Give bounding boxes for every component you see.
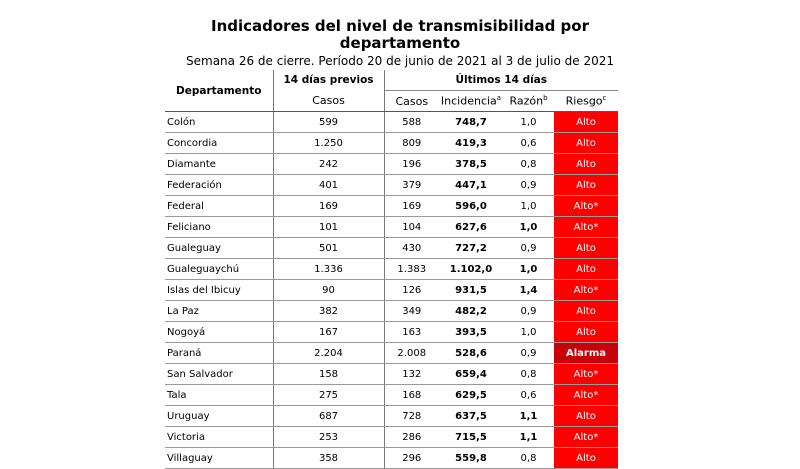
cell-riesgo: Alto* <box>554 217 618 238</box>
header-incidencia-label: Incidencia <box>440 94 497 108</box>
cell-casos: 430 <box>384 238 439 259</box>
table-row <box>165 322 618 343</box>
cell-riesgo: Alto <box>554 238 618 259</box>
cell-casos: 286 <box>384 427 439 448</box>
cell-casos-previos: 1.336 <box>273 259 384 280</box>
cell-incidencia: 637,5 <box>439 406 503 427</box>
cell-departamento: Diamante <box>165 154 273 175</box>
cell-riesgo: Alto* <box>554 280 618 301</box>
table-body <box>165 112 618 469</box>
cell-casos-previos: 382 <box>273 301 384 322</box>
header-casos-previos: Casos <box>273 91 384 112</box>
cell-departamento: Villaguay <box>165 448 273 469</box>
cell-departamento: San Salvador <box>165 364 273 385</box>
cell-razon: 1,0 <box>503 112 554 133</box>
table-row <box>165 259 618 280</box>
cell-casos: 809 <box>384 133 439 154</box>
table-row <box>165 133 618 154</box>
cell-departamento: Federal <box>165 196 273 217</box>
cell-casos-previos: 253 <box>273 427 384 448</box>
cell-incidencia: 629,5 <box>439 385 503 406</box>
table-row <box>165 112 618 133</box>
title-line-2: departamento <box>339 34 461 52</box>
cell-razon: 1,0 <box>503 196 554 217</box>
cell-departamento: Colón <box>165 112 273 133</box>
table-row <box>165 280 618 301</box>
header-previos: 14 días previos <box>273 70 384 91</box>
table-row <box>165 196 618 217</box>
cell-casos-previos: 599 <box>273 112 384 133</box>
header-ultimos: Últimos 14 días <box>384 70 618 91</box>
cell-departamento: Concordia <box>165 133 273 154</box>
cell-casos: 296 <box>384 448 439 469</box>
header-razon-note: b <box>543 94 548 103</box>
header-casos: Casos <box>384 91 439 112</box>
cell-razon: 0,8 <box>503 364 554 385</box>
cell-departamento: La Paz <box>165 301 273 322</box>
cell-razon: 0,9 <box>503 175 554 196</box>
cell-incidencia: 715,5 <box>439 427 503 448</box>
cell-incidencia: 393,5 <box>439 322 503 343</box>
table-row <box>165 154 618 175</box>
table-row <box>165 427 618 448</box>
cell-casos: 588 <box>384 112 439 133</box>
cell-departamento: Paraná <box>165 343 273 364</box>
cell-departamento: Feliciano <box>165 217 273 238</box>
cell-razon: 1,0 <box>503 322 554 343</box>
table-row <box>165 301 618 322</box>
cell-razon: 0,9 <box>503 301 554 322</box>
cell-departamento: Nogoyá <box>165 322 273 343</box>
cell-casos-previos: 2.204 <box>273 343 384 364</box>
table-row <box>165 175 618 196</box>
cell-razon: 1,1 <box>503 427 554 448</box>
cell-incidencia: 596,0 <box>439 196 503 217</box>
cell-riesgo: Alto* <box>554 364 618 385</box>
cell-incidencia: 727,2 <box>439 238 503 259</box>
cell-casos-previos: 358 <box>273 448 384 469</box>
header-incidencia-note: a <box>496 94 502 103</box>
cell-riesgo: Alto <box>554 406 618 427</box>
cell-razon: 0,6 <box>503 385 554 406</box>
cell-riesgo: Alto* <box>554 427 618 448</box>
cell-casos-previos: 687 <box>273 406 384 427</box>
cell-casos: 132 <box>384 364 439 385</box>
cell-casos-previos: 169 <box>273 196 384 217</box>
table-row <box>165 385 618 406</box>
cell-razon: 1,0 <box>503 259 554 280</box>
cell-incidencia: 378,5 <box>439 154 503 175</box>
header-riesgo <box>554 91 618 112</box>
cell-casos: 163 <box>384 322 439 343</box>
header-riesgo-label: Riesgo <box>565 94 603 108</box>
cell-razon: 1,1 <box>503 406 554 427</box>
cell-razon: 0,9 <box>503 238 554 259</box>
header-departamento: Departamento <box>165 70 273 112</box>
cell-incidencia: 748,7 <box>439 112 503 133</box>
cell-incidencia: 931,5 <box>439 280 503 301</box>
cell-casos-previos: 158 <box>273 364 384 385</box>
cell-departamento: Tala <box>165 385 273 406</box>
cell-incidencia: 627,6 <box>439 217 503 238</box>
cell-departamento: Gualeguay <box>165 238 273 259</box>
cell-riesgo: Alto* <box>554 385 618 406</box>
cell-razon: 1,0 <box>503 217 554 238</box>
indicators-table <box>165 70 618 469</box>
table-row <box>165 217 618 238</box>
cell-riesgo: Alto <box>554 322 618 343</box>
header-razon-label: Razón <box>509 94 544 108</box>
cell-casos-previos: 1.250 <box>273 133 384 154</box>
cell-incidencia: 482,2 <box>439 301 503 322</box>
table-row <box>165 448 618 469</box>
cell-casos-previos: 401 <box>273 175 384 196</box>
cell-razon: 0,6 <box>503 133 554 154</box>
cell-razon: 0,9 <box>503 343 554 364</box>
subtitle: Semana 26 de cierre. Período 20 de junio de 2021 al 3 de julio de 2021 <box>186 54 614 68</box>
cell-casos: 2.008 <box>384 343 439 364</box>
header-row-groups <box>165 70 618 91</box>
table-row <box>165 406 618 427</box>
cell-incidencia: 559,8 <box>439 448 503 469</box>
cell-departamento: Uruguay <box>165 406 273 427</box>
cell-casos: 728 <box>384 406 439 427</box>
table-row <box>165 343 618 364</box>
cell-casos-previos: 275 <box>273 385 384 406</box>
cell-departamento: Victoria <box>165 427 273 448</box>
cell-riesgo: Alto <box>554 133 618 154</box>
cell-casos: 1.383 <box>384 259 439 280</box>
cell-razon: 1,4 <box>503 280 554 301</box>
cell-riesgo: Alto <box>554 175 618 196</box>
cell-incidencia: 447,1 <box>439 175 503 196</box>
cell-casos: 169 <box>384 196 439 217</box>
cell-riesgo: Alto <box>554 448 618 469</box>
cell-casos: 379 <box>384 175 439 196</box>
cell-departamento: Islas del Ibicuy <box>165 280 273 301</box>
cell-riesgo: Alto <box>554 154 618 175</box>
header-riesgo-note: c <box>602 94 607 103</box>
cell-casos: 168 <box>384 385 439 406</box>
cell-casos-previos: 242 <box>273 154 384 175</box>
header-razon <box>503 91 554 112</box>
cell-razon: 0,8 <box>503 154 554 175</box>
table-row <box>165 364 618 385</box>
cell-incidencia: 528,6 <box>439 343 503 364</box>
cell-departamento: Federación <box>165 175 273 196</box>
cell-casos: 104 <box>384 217 439 238</box>
cell-casos-previos: 101 <box>273 217 384 238</box>
cell-riesgo: Alto* <box>554 196 618 217</box>
cell-incidencia: 419,3 <box>439 133 503 154</box>
cell-casos: 196 <box>384 154 439 175</box>
header-incidencia <box>439 91 503 112</box>
title-line-1: Indicadores del nivel de transmisibilidad por <box>210 17 590 35</box>
cell-departamento: Gualeguaychú <box>165 259 273 280</box>
cell-riesgo: Alto <box>554 301 618 322</box>
cell-casos: 349 <box>384 301 439 322</box>
cell-razon: 0,8 <box>503 448 554 469</box>
cell-casos-previos: 167 <box>273 322 384 343</box>
table-row <box>165 238 618 259</box>
cell-incidencia: 659,4 <box>439 364 503 385</box>
cell-casos: 126 <box>384 280 439 301</box>
cell-riesgo: Alto <box>554 259 618 280</box>
cell-casos-previos: 501 <box>273 238 384 259</box>
cell-riesgo: Alto <box>554 112 618 133</box>
cell-riesgo: Alarma <box>554 343 618 364</box>
cell-casos-previos: 90 <box>273 280 384 301</box>
cell-incidencia: 1.102,0 <box>439 259 503 280</box>
